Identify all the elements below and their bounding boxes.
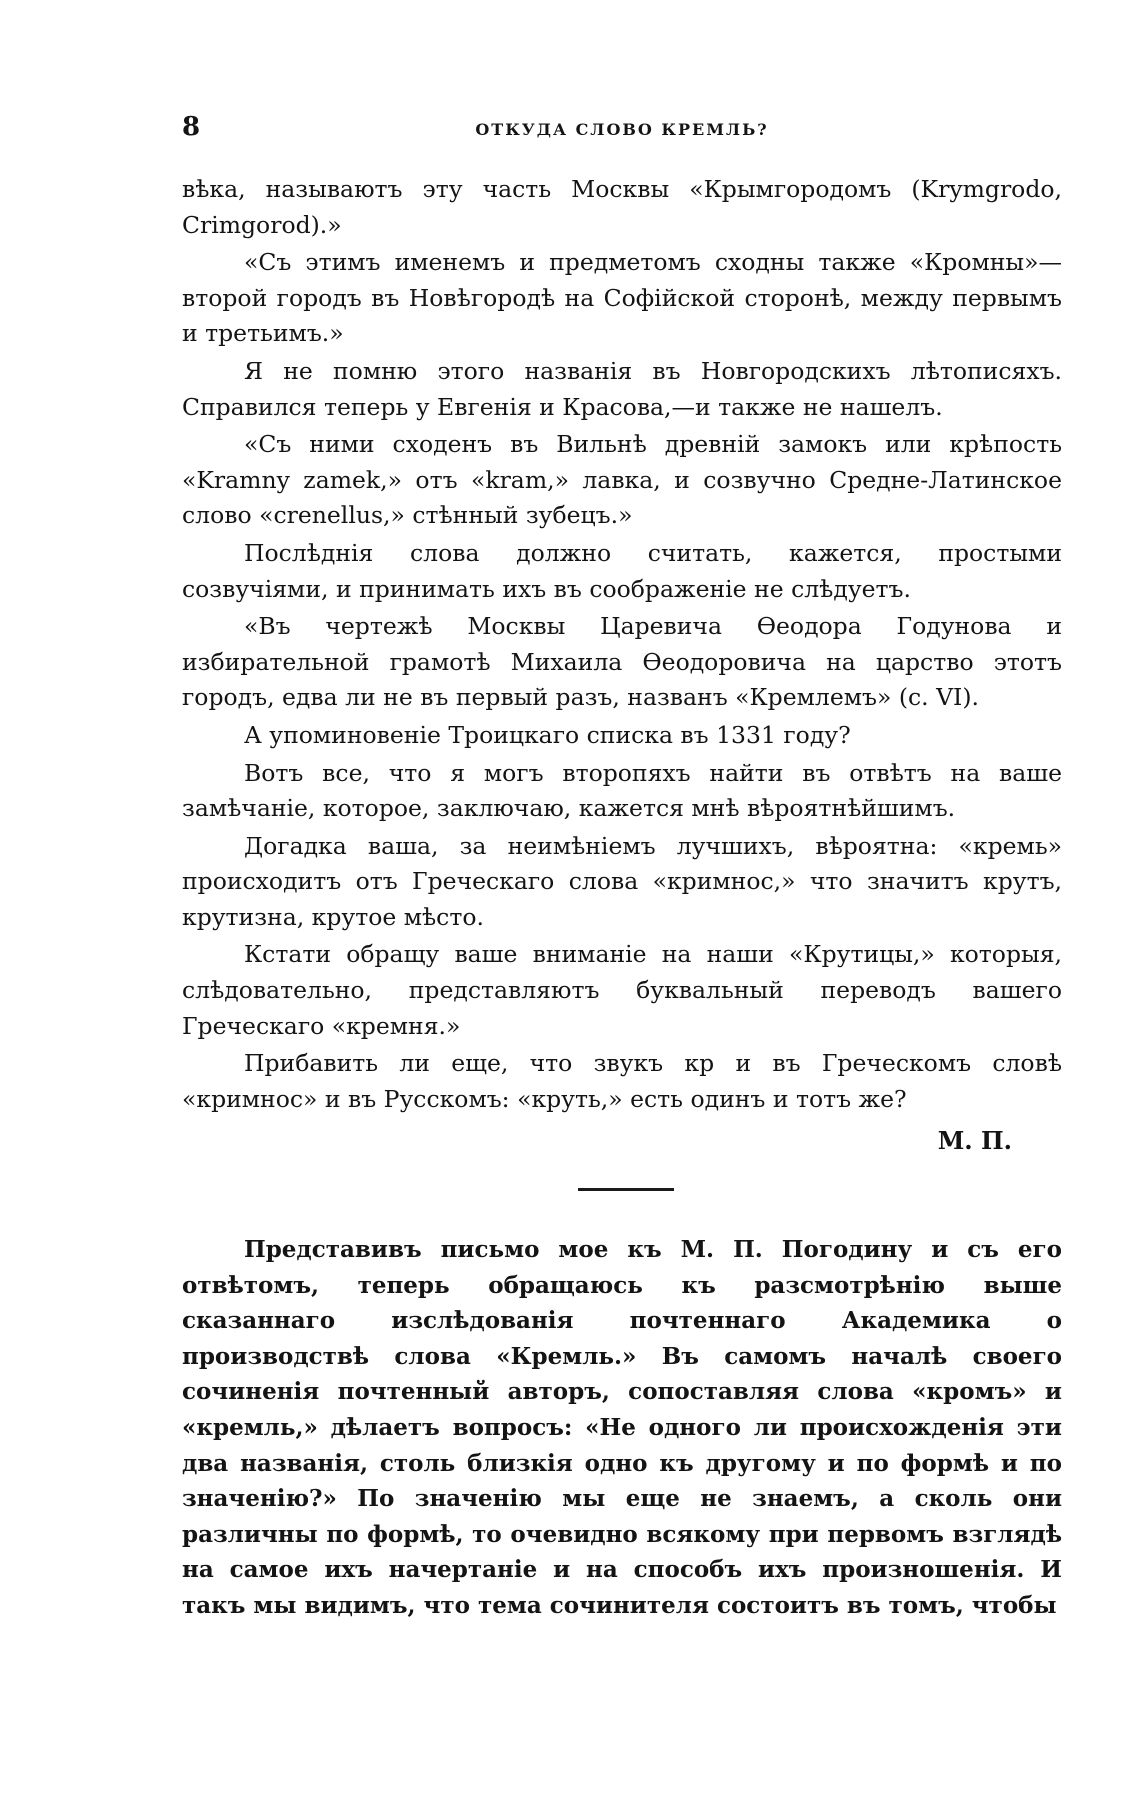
section-divider	[578, 1188, 674, 1191]
signature: М. П.	[937, 1126, 1012, 1156]
letter-text	[182, 172, 1062, 1159]
running-title: ОТКУДА СЛОВО КРЕМЛЬ?	[475, 120, 769, 139]
paragraph: вѣка, называютъ эту часть Москвы «Крымгородомъ (Krymgrodo, Crimgorod).»	[182, 175, 1062, 239]
commentary-text	[182, 1232, 1062, 1626]
paragraph: Кстати обращу ваше вниманіе на наши «Крутицы,» которыя, слѣдовательно, представляютъ буквальный переводъ вашего Греческаго «кремня.»	[182, 940, 1062, 1040]
paragraph: Послѣднія слова должно считать, кажется, простыми созвучіями, и принимать ихъ въ соображеніе не слѣдуетъ.	[182, 538, 1062, 603]
paragraph: Догадка ваша, за неимѣніемъ лучшихъ, вѣроятна: «кремь» происходитъ отъ Греческаго слова «кримнос,» что значитъ крутъ, крутизна, крутое мѣсто.	[182, 831, 1062, 931]
page-number: 8	[182, 112, 201, 142]
paragraph: Представивъ письмо мое къ М. П. Погодину и съ его отвѣтомъ, теперь обращаюсь къ разсмотрѣнію выше сказаннаго изслѣдованія почтеннаго Академика о производствѣ слова «Кремль.» Въ самомъ началѣ своего сочиненія почтенный авторъ, сопоставляя слова «кромъ» и «кремль,» дѣлаетъ вопросъ: «Не одного ли происхожденія эти два названія, столь близкія одно къ другому и по формѣ и по значенію?» По значенію мы еще не знаемъ, а сколь они различны по формѣ, то очевидно всякому при первомъ взглядѣ на самое ихъ начертаніе и на способъ ихъ произношенія. И такъ мы видимъ, что тема сочинителя состоитъ въ томъ, чтобы	[182, 1236, 1062, 1619]
paragraph: Прибавить ли еще, что звукъ кр и въ Греческомъ словѣ «кримнос» и въ Русскомъ: «круть,» есть одинъ и тотъ же?	[182, 1049, 1062, 1113]
paragraph: «Съ этимъ именемъ и предметомъ сходны также «Кромны»— второй городъ въ Новѣгородѣ на Софійской сторонѣ, между первымъ и третьимъ.»	[182, 248, 1062, 348]
paragraph: Вотъ все, что я могъ второпяхъ найти въ отвѣтъ на ваше замѣчаніе, которое, заключаю, кажется мнѣ вѣроятнѣйшимъ.	[182, 758, 1062, 823]
paragraph: А упоминовеніе Троицкаго списка въ 1331 году?	[244, 720, 851, 749]
page-header	[182, 112, 1062, 148]
paragraph: «Въ чертежѣ Москвы Царевича Ѳеодора Годунова и избирательной грамотѣ Михаила Ѳеодоровича на царство этотъ городъ, едва ли не въ первый разъ, названъ «Кремлемъ» (с. VI).	[182, 612, 1062, 712]
paragraph: «Съ ними сходенъ въ Вильнѣ древній замокъ или крѣпость «Kramny zamek,» отъ «kram,» лавка, и созвучно Средне-Латинское слово «crenellus,» стѣнный зубецъ.»	[182, 430, 1062, 530]
paragraph: Я не помню этого названія въ Новгородскихъ лѣтописяхъ. Справился теперь у Евгенія и Красова,—и также не нашелъ.	[182, 356, 1062, 421]
